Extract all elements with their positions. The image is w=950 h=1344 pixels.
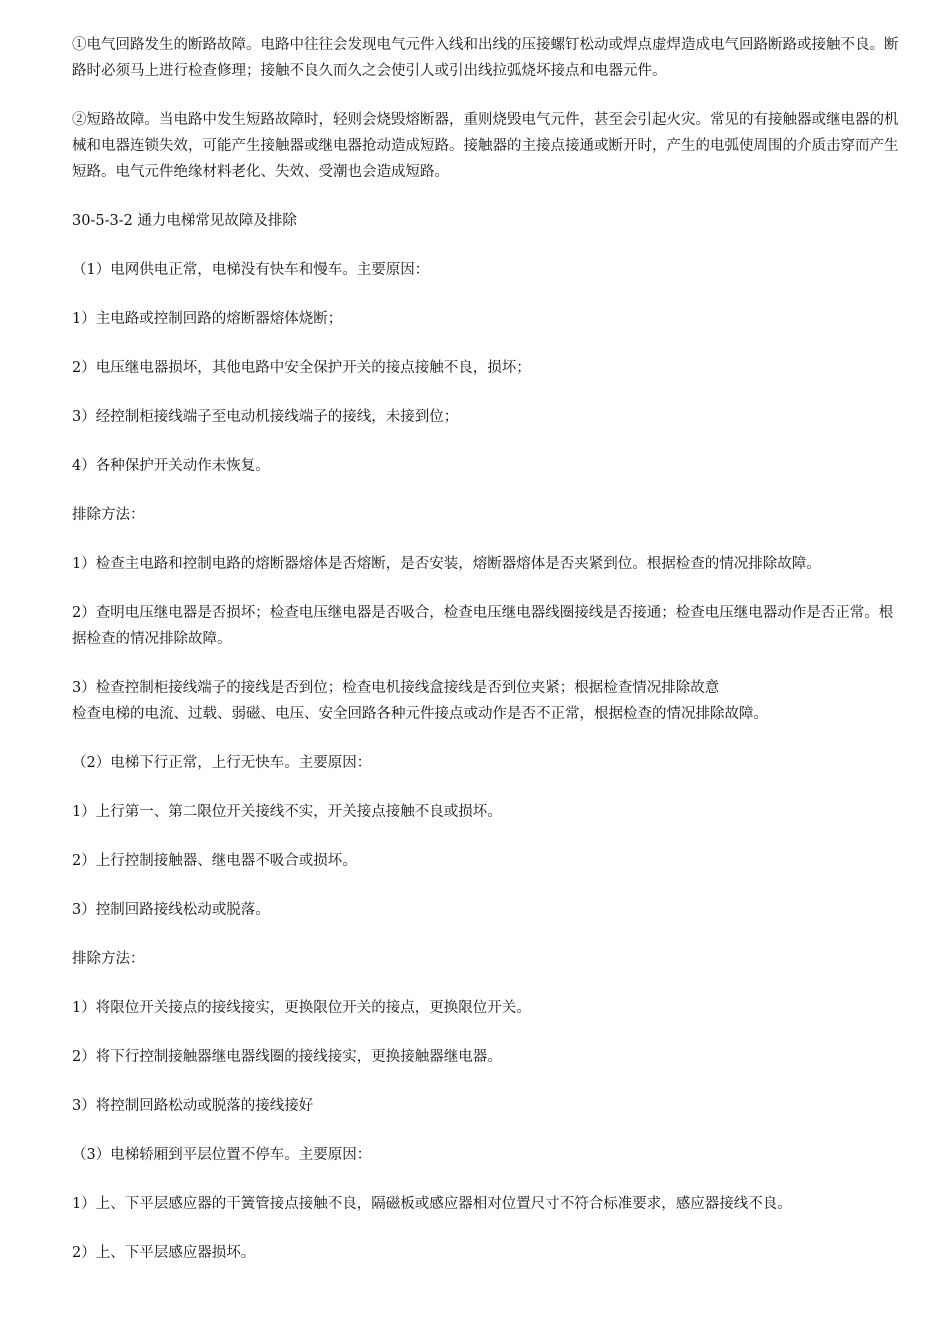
fault-1-title: （1）电网供电正常，电梯没有快车和慢车。主要原因： bbox=[72, 262, 430, 278]
fault-1-cause-1: 1）主电路或控制回路的熔断器熔体烧断； bbox=[72, 311, 343, 327]
fault-1-remedy-1: 1）检查主电路和控制电路的熔断器熔体是否熔断，是否安装，熔断器熔体是否夹紧到位。根据检查的情况排除故障。 bbox=[72, 556, 821, 572]
fault-2-remedy-1: 1）将限位开关接点的接线接实，更换限位开关的接点，更换限位开关。 bbox=[72, 1000, 531, 1016]
fault-1-remedy-heading: 排除方法： bbox=[72, 507, 145, 523]
fault-2-title: （2）电梯下行正常，上行无快车。主要原因： bbox=[72, 755, 372, 771]
fault-1-cause-4: 4）各种保护开关动作未恢复。 bbox=[72, 458, 270, 474]
fault-3-title: （3）电梯轿厢到平层位置不停车。主要原因： bbox=[72, 1147, 372, 1163]
fault-2-remedy-heading: 排除方法： bbox=[72, 951, 145, 967]
fault-2-cause-3: 3）控制回路接线松动或脱落。 bbox=[72, 902, 270, 918]
fault-2-cause-1: 1）上行第一、第二限位开关接线不实，开关接点接触不良或损坏。 bbox=[72, 804, 502, 820]
fault-2-remedy-2: 2）将下行控制接触器继电器线圈的接线接实，更换接触器继电器。 bbox=[72, 1049, 502, 1065]
fault-2-cause-2: 2）上行控制接触器、继电器不吸合或损坏。 bbox=[72, 853, 357, 869]
fault-1-cause-2: 2）电压继电器损坏，其他电路中安全保护开关的接点接触不良，损坏； bbox=[72, 360, 531, 376]
fault-1-cause-3: 3）经控制柜接线端子至电动机接线端子的接线，未接到位； bbox=[72, 409, 459, 425]
fault-1-remedy-2: 2）查明电压继电器是否损坏；检查电压继电器是否吸合，检查电压继电器线圈接线是否接通；检查电压继电器动作是否正常。根据检查的情况排除故障。 bbox=[72, 605, 894, 647]
paragraph-open-circuit-fault: ①电气回路发生的断路故障。电路中往往会发现电气元件入线和出线的压接螺钉松动或焊点虚焊造成电气回路断路或接触不良。断路时必须马上进行检查修理；接触不良久而久之会使引人或引出线拉弧烧坏接点和电器元件。 bbox=[72, 37, 899, 79]
paragraph-short-circuit-fault: ②短路故障。当电路中发生短路故障时，轻则会烧毁熔断器，重则烧毁电气元件，甚至会引起火灾。常见的有接触器或继电器的机械和电器连锁失效，可能产生接触器或继电器抢动造成短路。接触器的主接点接通或断开时，产生的电弧使周围的介质击穿而产生短路。电气元件绝缘材料老化、失效、受潮也会造成短路。 bbox=[72, 112, 899, 180]
fault-1-remedy-3: 3）检查控制柜接线端子的接线是否到位；检查电机接线盒接线是否到位夹紧；根据检查情况排除故意 bbox=[72, 680, 720, 696]
section-heading: 30-5-3-2 通力电梯常见故障及排除 bbox=[72, 213, 297, 229]
fault-2-remedy-3: 3）将控制回路松动或脱落的接线接好 bbox=[72, 1098, 314, 1114]
fault-1-remedy-3-continued: 检查电梯的电流、过载、弱磁、电压、安全回路各种元件接点或动作是否不正常，根据检查的情况排除故障。 bbox=[72, 706, 768, 722]
fault-3-cause-2: 2）上、下平层感应器损坏。 bbox=[72, 1245, 256, 1261]
fault-3-cause-1: 1）上、下平层感应器的干簧管接点接触不良，隔磁板或感应器相对位置尺寸不符合标准要求，感应器接线不良。 bbox=[72, 1196, 792, 1212]
